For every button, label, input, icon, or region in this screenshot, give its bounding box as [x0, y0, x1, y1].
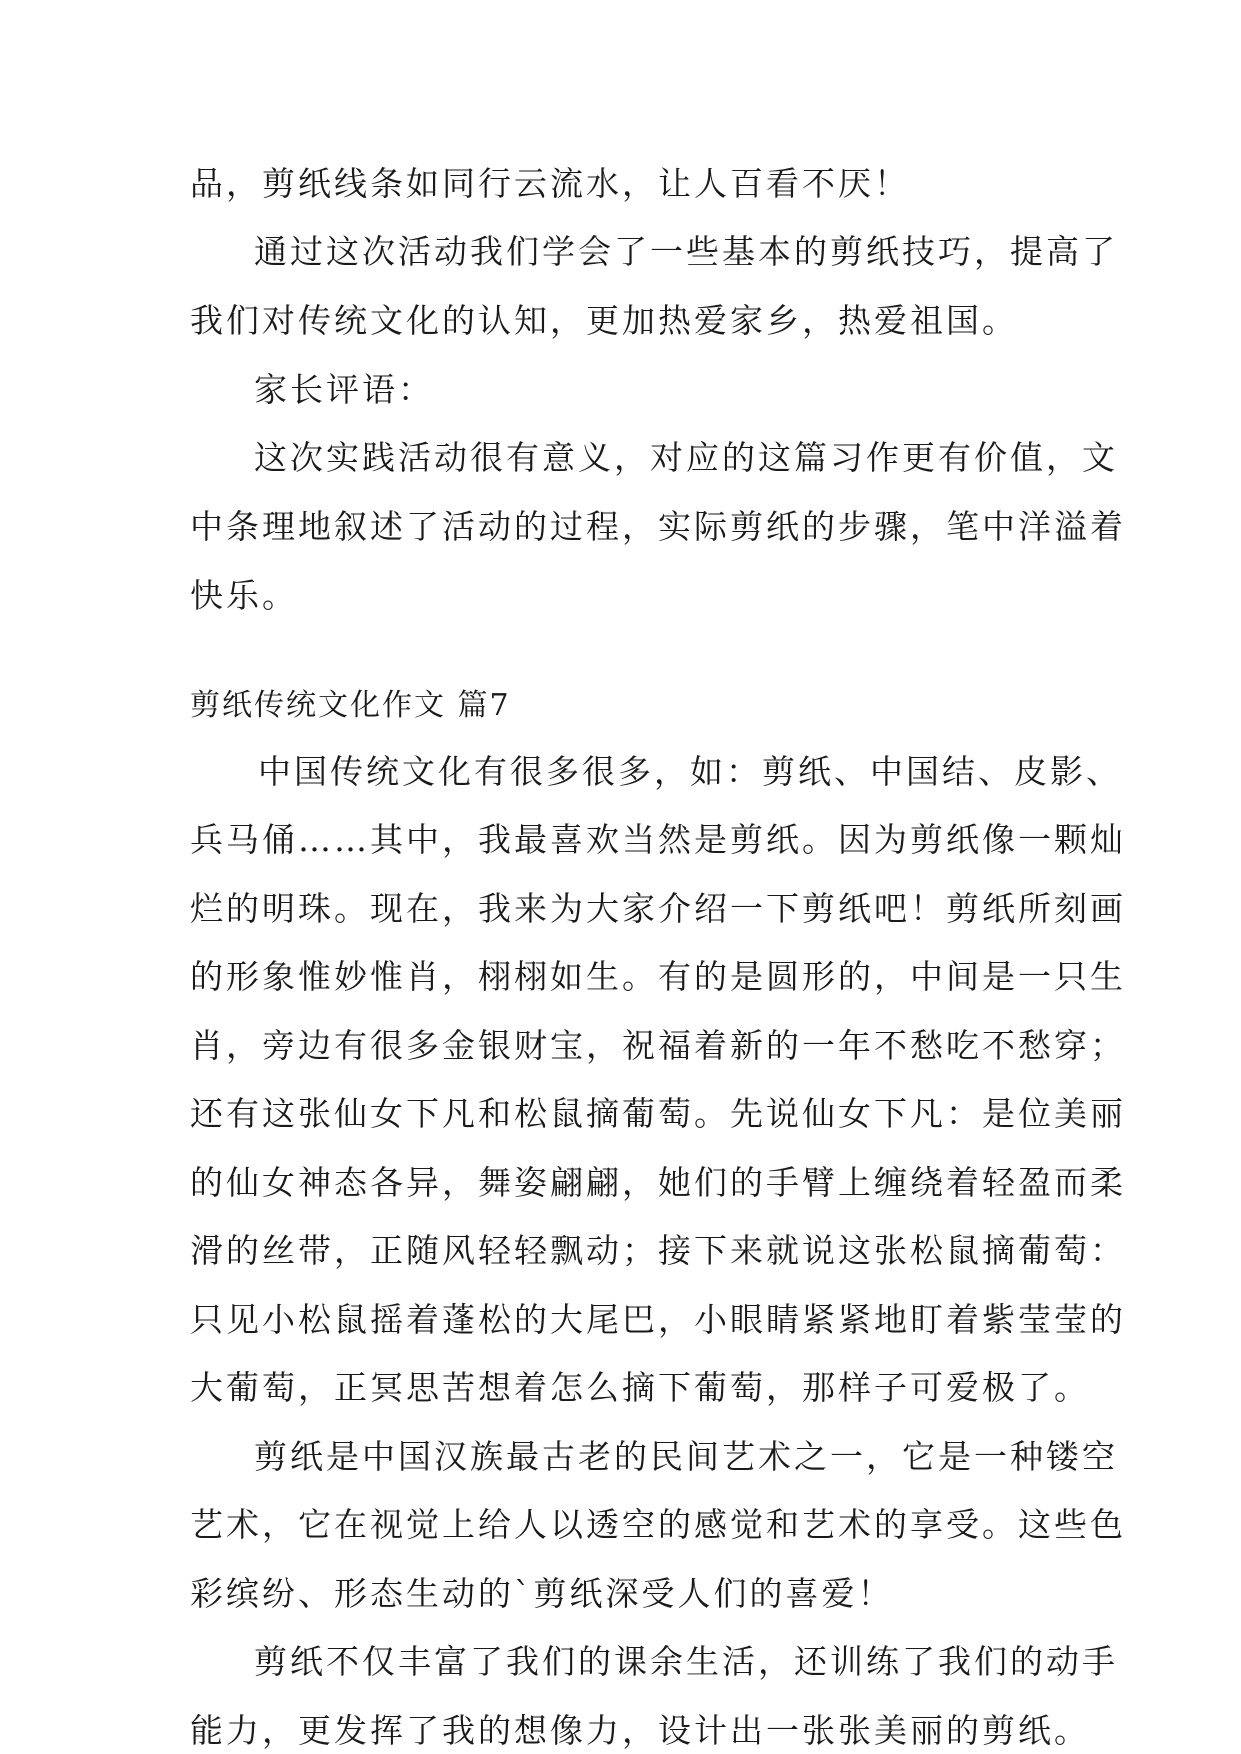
paragraph-line: 艺术，它在视觉上给人以透空的感觉和艺术的享受。这些色 — [190, 1505, 1126, 1544]
paragraph-line: 还有这张仙女下凡和松鼠摘葡萄。先说仙女下凡：是位美丽 — [190, 1094, 1126, 1133]
paragraph-line: 兵马俑……其中，我最喜欢当然是剪纸。因为剪纸像一颗灿 — [190, 820, 1126, 859]
paragraph-line: 能力，更发挥了我的想像力，设计出一张张美丽的剪纸。 — [190, 1711, 1090, 1750]
paragraph-line: 的形象惟妙惟肖，栩栩如生。有的是圆形的，中间是一只生 — [190, 957, 1126, 996]
paragraph-line: 烂的明珠。现在，我来为大家介绍一下剪纸吧！剪纸所刻画 — [190, 889, 1126, 928]
paragraph-line: 剪纸不仅丰富了我们的课余生活，还训练了我们的动手 — [254, 1642, 1118, 1681]
paragraph-line: 家长评语： — [254, 370, 434, 409]
paragraph-line: 这次实践活动很有意义，对应的这篇习作更有价值，文 — [254, 438, 1118, 477]
paragraph-line: 滑的丝带，正随风轻轻飘动；接下来就说这张松鼠摘葡萄： — [190, 1231, 1126, 1270]
paragraph-line: 中条理地叙述了活动的过程，实际剪纸的步骤，笔中洋溢着 — [190, 507, 1126, 546]
section-heading: 剪纸传统文化作文 篇7 — [190, 688, 511, 723]
paragraph-line: 剪纸是中国汉族最古老的民间艺术之一，它是一种镂空 — [254, 1437, 1118, 1476]
paragraph-line: 大葡萄，正冥思苦想着怎么摘下葡萄，那样子可爱极了。 — [190, 1368, 1090, 1407]
paragraph-line: 中国传统文化有很多很多，如：剪纸、中国结、皮影、 — [258, 752, 1122, 791]
paragraph-line: 只见小松鼠摇着蓬松的大尾巴，小眼睛紧紧地盯着紫莹莹的 — [190, 1300, 1126, 1339]
paragraph-line: 我们对传统文化的认知，更加热爱家乡，热爱祖国。 — [190, 301, 1018, 340]
paragraph-line: 的仙女神态各异，舞姿翩翩，她们的手臂上缠绕着轻盈而柔 — [190, 1163, 1126, 1202]
paragraph-line: 品，剪纸线条如同行云流水，让人百看不厌！ — [190, 164, 910, 203]
paragraph-line: 肖，旁边有很多金银财宝，祝福着新的一年不愁吃不愁穿； — [190, 1026, 1126, 1065]
paragraph-line: 快乐。 — [190, 576, 298, 615]
paragraph-line: 通过这次活动我们学会了一些基本的剪纸技巧，提高了 — [254, 232, 1118, 271]
paragraph-line: 彩缤纷、形态生动的`剪纸深受人们的喜爱！ — [190, 1574, 894, 1613]
